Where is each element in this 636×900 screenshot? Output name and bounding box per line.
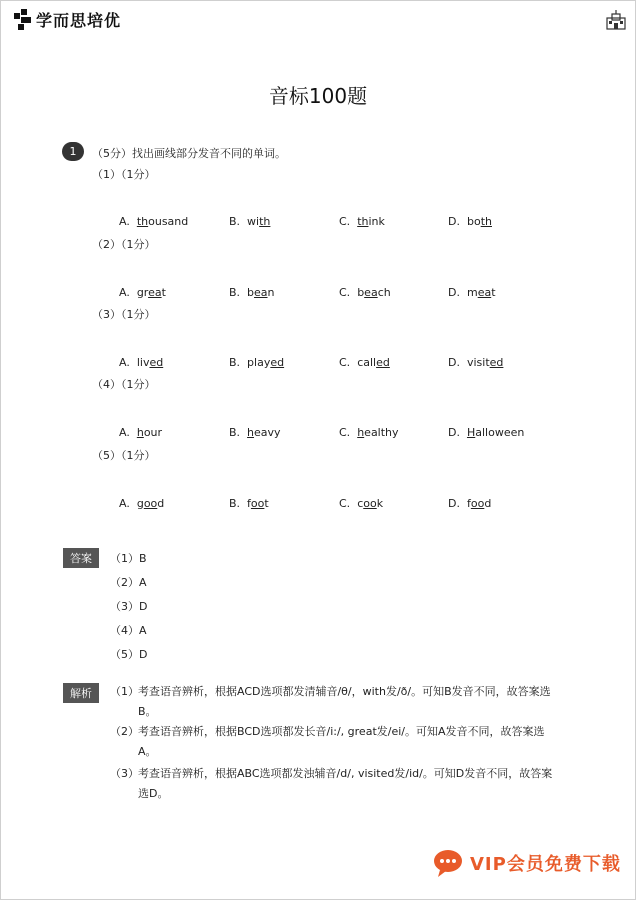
vip-download-text[interactable]: VIP会员免费下载 [470, 854, 621, 875]
option-letter: C. [339, 215, 351, 228]
option-word-underlined: ed [149, 356, 164, 369]
answer-item: （2）A [110, 576, 147, 589]
option-word-suffix: d [484, 497, 492, 510]
option-d [448, 497, 491, 510]
option-letter: A. [119, 497, 130, 510]
answer-item: （1）B [110, 552, 147, 565]
option-b [229, 426, 281, 439]
option-b [229, 215, 270, 228]
logo-mark-icon [14, 9, 32, 31]
question-number-badge: 1 [62, 142, 84, 161]
option-word-underlined: ea [364, 286, 378, 299]
option-word-underlined: th [357, 215, 369, 228]
analysis-tag: 解析 [63, 683, 99, 703]
option-word-underlined: ea [254, 286, 268, 299]
option-word-underlined: th [480, 215, 492, 228]
option-a [119, 286, 166, 299]
question-stem: （5分）找出画线部分发音不同的单词。 [92, 147, 286, 160]
option-word-underlined: H [466, 426, 476, 439]
option-word-underlined: th [136, 215, 149, 228]
analysis-item [110, 764, 560, 804]
option-word-underlined: h [357, 426, 365, 439]
answer-item: （5）D [110, 648, 148, 661]
option-c [339, 426, 399, 439]
option-letter: B. [229, 497, 241, 510]
analysis-item-label: （1） [110, 685, 139, 698]
option-word-suffix: ch [377, 286, 391, 299]
sub-question-label: （4）（1分） [92, 378, 156, 391]
option-word-underlined: ed [376, 356, 390, 369]
page-title: 音标100题 [268, 84, 368, 108]
option-word-suffix: ousand [148, 215, 189, 228]
answer-item: （4）A [110, 624, 147, 637]
option-word-suffix: k [376, 497, 384, 510]
option-a [119, 426, 162, 439]
option-letter: D. [448, 426, 460, 439]
analysis-item-text: 考查语音辨析，根据BCD选项都发长音/i:/, great发/ei/。可知A发音不同，故答案选A。 [138, 725, 545, 758]
logo-text: 学而思培优 [36, 11, 122, 30]
option-c [339, 497, 383, 510]
option-word-prefix: b [357, 286, 365, 299]
option-word-underlined: h [247, 426, 255, 439]
option-d [448, 215, 492, 228]
option-word-prefix: liv [136, 356, 150, 369]
option-word-suffix: eavy [254, 426, 281, 439]
analysis-item-text: 考查语音辨析，根据ABC选项都发浊辅音/d/, visited发/id/。可知D发音不同，故答案选D。 [138, 767, 553, 800]
option-letter: C. [339, 497, 351, 510]
option-word-underlined: oo [250, 497, 265, 510]
option-word-suffix: n [267, 286, 275, 299]
option-letter: B. [229, 215, 241, 228]
option-word-suffix: t [161, 286, 166, 299]
option-word-prefix: visit [466, 356, 490, 369]
option-d [448, 426, 524, 439]
option-c [339, 286, 391, 299]
sub-question-label: （3）（1分） [92, 308, 156, 321]
option-letter: B. [229, 356, 241, 369]
option-word-underlined: oo [470, 497, 485, 510]
option-word-suffix: ealthy [364, 426, 399, 439]
option-letter: A. [119, 426, 130, 439]
option-word-prefix: bo [466, 215, 481, 228]
option-word-suffix: d [157, 497, 165, 510]
option-b [229, 286, 275, 299]
brand-logo [14, 8, 121, 31]
option-word-underlined: h [136, 426, 144, 439]
option-c [339, 356, 390, 369]
option-letter: B. [229, 426, 241, 439]
option-b [229, 497, 269, 510]
option-letter: C. [339, 356, 351, 369]
option-word-prefix: g [136, 497, 144, 510]
option-b [229, 356, 284, 369]
option-word-prefix: f [247, 497, 251, 510]
option-letter: C. [339, 426, 351, 439]
sub-question-label: （1）（1分） [92, 168, 156, 181]
option-word-underlined: ea [477, 286, 492, 299]
chat-bubble-icon [432, 848, 464, 878]
option-word-underlined: ea [148, 286, 162, 299]
option-word-prefix: gr [136, 286, 149, 299]
option-word-prefix: c [357, 497, 364, 510]
option-a [119, 215, 188, 228]
answer-item: （3）D [110, 600, 148, 613]
school-building-icon [606, 10, 626, 30]
option-word-prefix: call [357, 356, 377, 369]
sub-question-label: （2）（1分） [92, 238, 156, 251]
option-word-suffix: alloween [475, 426, 525, 439]
option-c [339, 215, 385, 228]
option-letter: A. [119, 215, 130, 228]
option-letter: D. [448, 286, 460, 299]
option-letter: A. [119, 286, 130, 299]
option-word-underlined: oo [363, 497, 377, 510]
option-word-underlined: th [259, 215, 271, 228]
option-word-prefix: play [247, 356, 271, 369]
option-word-prefix: m [466, 286, 478, 299]
option-word-underlined: ed [489, 356, 504, 369]
option-letter: D. [448, 356, 460, 369]
option-word-underlined: ed [270, 356, 285, 369]
option-letter: B. [229, 286, 241, 299]
option-a [119, 356, 163, 369]
analysis-item-label: （2） [110, 725, 139, 738]
vip-download-banner[interactable] [432, 848, 621, 878]
answer-tag: 答案 [63, 548, 99, 568]
option-letter: A. [119, 356, 130, 369]
analysis-item [110, 682, 560, 722]
option-letter: C. [339, 286, 351, 299]
option-word-suffix: ink [368, 215, 385, 228]
option-word-suffix: t [264, 497, 269, 510]
analysis-item-label: （3） [110, 767, 139, 780]
sub-question-label: （5）（1分） [92, 449, 156, 462]
option-letter: D. [448, 215, 460, 228]
option-d [448, 356, 503, 369]
option-letter: D. [448, 497, 460, 510]
option-d [448, 286, 496, 299]
option-word-underlined: oo [143, 497, 158, 510]
analysis-item [110, 722, 560, 762]
option-a [119, 497, 164, 510]
option-word-prefix: f [466, 497, 471, 510]
option-word-prefix: wi [247, 215, 260, 228]
option-word-suffix: t [491, 286, 496, 299]
analysis-item-text: 考查语音辨析，根据ACD选项都发清辅音/θ/，with发/ð/。可知B发音不同，故答案选B。 [138, 685, 551, 718]
option-word-prefix: b [247, 286, 255, 299]
option-word-suffix: our [143, 426, 163, 439]
